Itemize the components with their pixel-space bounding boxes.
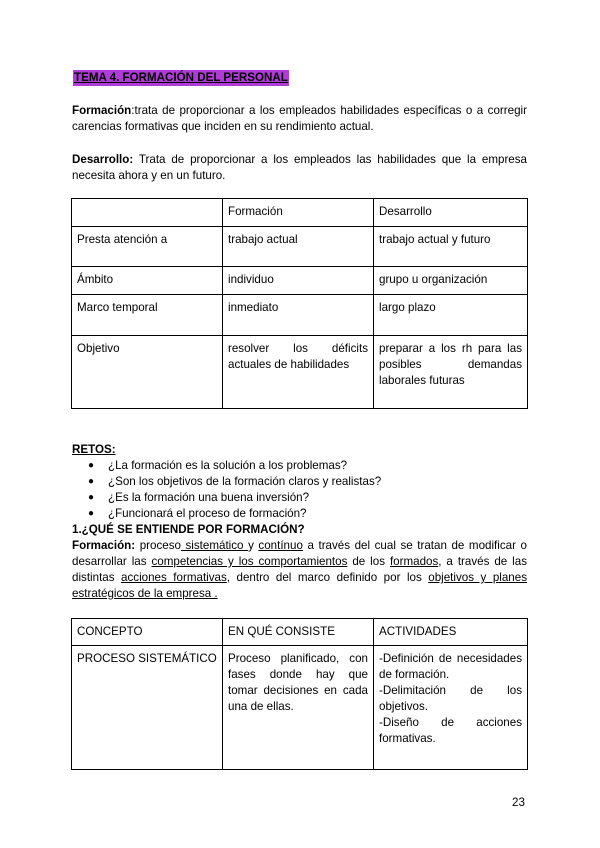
table-cell: trabajo actual [223, 227, 374, 267]
table-cell: Ámbito [72, 267, 223, 295]
list-item: ● ¿Son los objetivos de la formación claros y realistas? [88, 475, 382, 488]
table-header-cell: ACTIVIDADES [374, 619, 528, 646]
formacion-term: Formación [72, 104, 132, 117]
table-header-row [72, 199, 528, 227]
table-header-cell: Desarrollo [374, 199, 528, 227]
bullet-icon: ● [88, 476, 95, 487]
concept-table [71, 618, 528, 770]
comparison-table [71, 198, 528, 409]
list-item: ● ¿Es la formación una buena inversión? [88, 491, 310, 504]
page-title: TEMA 4. FORMACIÓN DEL PERSONAL [74, 71, 288, 84]
table-cell: preparar a los rh para las posibles demandas laborales futuras [374, 336, 528, 409]
table-header-cell: EN QUÉ CONSISTE [223, 619, 374, 646]
table-row [72, 295, 528, 336]
table-row [72, 646, 528, 770]
table-cell: individuo [223, 267, 374, 295]
table-header-cell: Formación [223, 199, 374, 227]
table-cell: PROCESO SISTEMÁTICO [72, 646, 223, 770]
table-cell: inmediato [223, 295, 374, 336]
table-cell: resolver los déficits actuales de habilidades [223, 336, 374, 409]
retos-heading: RETOS: [72, 443, 116, 456]
table-row [72, 336, 528, 409]
bullet-icon: ● [88, 508, 95, 519]
table-header-cell: CONCEPTO [72, 619, 223, 646]
table-row [72, 227, 528, 267]
desarrollo-definition [72, 152, 527, 184]
table-row [72, 267, 528, 295]
desarrollo-text: Trata de proporcionar a los empleados las habilidades que la empresa necesita ahora y en un futuro. [72, 153, 527, 182]
activity-line: -Delimitación de los objetivos. [379, 684, 522, 713]
formacion-definition [72, 103, 527, 135]
activity-line: -Diseño de acciones formativas. [379, 716, 522, 745]
table-header-row [72, 619, 528, 646]
formacion-full-definition: Formación: proceso sistemático y contínuo a través del cual se tratan de modificar o desarrollar las competencias y los comportamientos de los formados, a través de las distintas acciones formativas, dentro del marco definido por los objetivos y planes estratégicos de la empresa . [72, 539, 527, 600]
table-cell [374, 646, 528, 770]
table-cell: Proceso planificado, con fases donde hay que tomar decisiones en cada una de ellas. [223, 646, 374, 770]
table-header-cell [72, 199, 223, 227]
table-cell: grupo u organización [374, 267, 528, 295]
bullet-icon: ● [88, 460, 95, 471]
page-number: 23 [512, 796, 525, 809]
desarrollo-term: Desarrollo: [72, 153, 134, 166]
table-cell: largo plazo [374, 295, 528, 336]
formacion-term: Formación: [72, 539, 136, 552]
list-item: ● ¿La formación es la solución a los problemas? [88, 459, 348, 472]
table-cell: Marco temporal [72, 295, 223, 336]
retos-list [88, 458, 381, 522]
list-item: ● ¿Funcionará el proceso de formación? [88, 507, 307, 520]
table-cell: Presta atención a [72, 227, 223, 267]
table-cell: trabajo actual y futuro [374, 227, 528, 267]
section-heading: 1.¿QUÉ SE ENTIENDE POR FORMACIÓN? [72, 523, 305, 536]
bullet-icon: ● [88, 492, 95, 503]
formacion-text: :trata de proporcionar a los empleados habilidades específicas o a corregir carencias formativas que inciden en su rendimiento actual. [72, 104, 527, 133]
activity-line: -Definición de necesidades de formación. [379, 652, 522, 681]
table-cell: Objetivo [72, 336, 223, 409]
